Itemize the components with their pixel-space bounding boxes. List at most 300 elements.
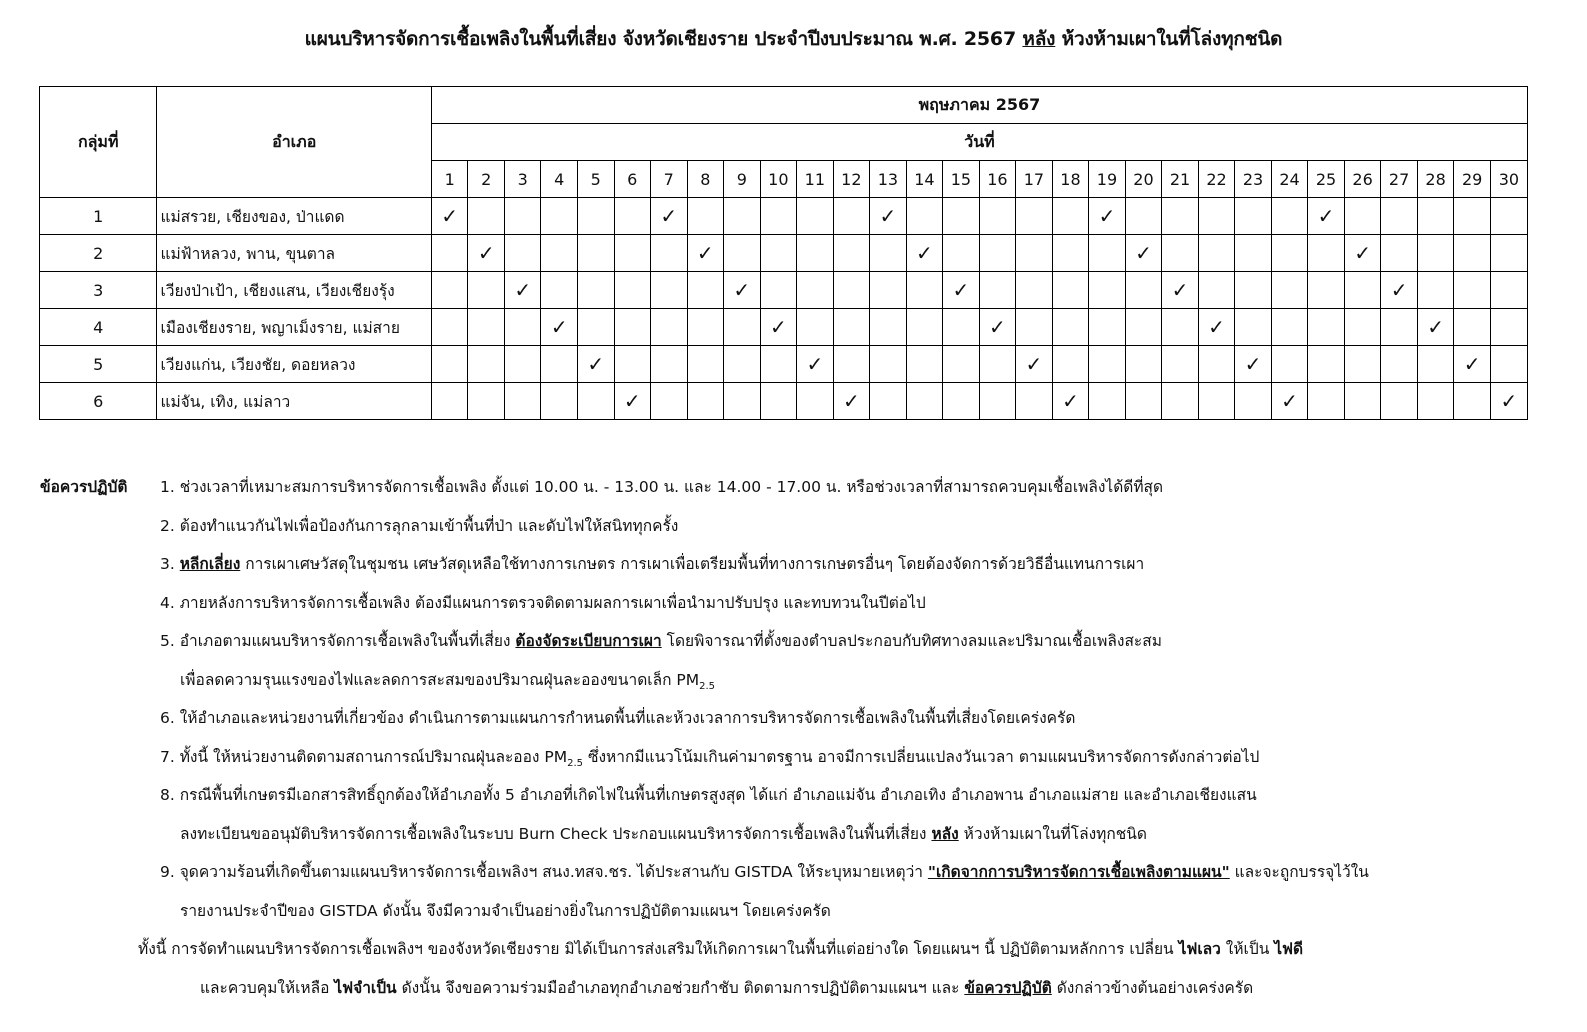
day-cell <box>1381 198 1418 235</box>
day-cell <box>1089 346 1126 383</box>
day-cell <box>1125 309 1162 346</box>
group-number: 2 <box>40 235 157 272</box>
day-cell <box>1016 309 1053 346</box>
day-cell <box>1490 346 1527 383</box>
day-cell <box>1381 235 1418 272</box>
day-cell <box>1235 383 1272 420</box>
day-cell <box>1454 383 1491 420</box>
day-cell <box>1125 272 1162 309</box>
day-cell <box>979 383 1016 420</box>
day-cell <box>797 383 834 420</box>
day-cell <box>1344 198 1381 235</box>
day-cell <box>431 309 468 346</box>
day-cell <box>504 309 541 346</box>
day-cell <box>577 198 614 235</box>
day-number-cell: 20 <box>1125 161 1162 198</box>
note-3-text <box>160 545 1144 584</box>
pm-subscript-7: 2.5 <box>567 757 584 769</box>
group-header: กลุ่มที่ <box>40 87 157 198</box>
check-mark-icon: ✓ <box>550 314 568 339</box>
day-cell <box>1089 272 1126 309</box>
day-cell <box>1308 309 1345 346</box>
check-mark-icon: ✓ <box>477 240 495 265</box>
note-4-text: 4. ภายหลังการบริหารจัดการเชื้อเพลิง ต้องมีแผนการตรวจติดตามผลการเผาเพื่อนำมาปรับปรุง และทบทวนในปีต่อไป <box>160 593 926 612</box>
day-cell <box>1162 235 1199 272</box>
day-number-cell: 11 <box>797 161 834 198</box>
check-mark-icon: ✓ <box>1390 277 1408 302</box>
note-1-text: 1. ช่วงเวลาที่เหมาะสมการบริหารจัดการเชื้อเพลิง ตั้งแต่ 10.00 น. - 13.00 น. และ 14.00 - 17.00 น. หรือช่วงเวลาที่สามารถควบคุมเชื้อเพลิงได้ดีที่สุด <box>160 478 1164 496</box>
note-9-rest: และจะถูกบรรจุไว้ใน <box>1229 863 1369 881</box>
day-cell <box>797 309 834 346</box>
day-number-cell: 23 <box>1235 161 1272 198</box>
day-cell <box>1417 309 1454 346</box>
day-cell <box>1308 272 1345 309</box>
notes-label: ข้อควรปฏิบัติ <box>40 478 128 496</box>
title-text: แผนบริหารจัดการเชื้อเพลิงในพื้นที่เสี่ยง จังหวัดเชียงราย ประจำปีงบประมาณ พ.ศ. 2567 <box>304 28 1023 50</box>
note-8-emphasis: หลัง <box>931 824 959 843</box>
note-7-rest: ซึ่งหากมีแนวโน้มเกินค่ามาตรฐาน อาจมีการเปลี่ยนแปลงวันเวลา ตามแผนบริหารจัดการดังกล่าวต่อไป <box>583 747 1260 766</box>
day-cell <box>1381 383 1418 420</box>
day-cell <box>468 198 505 235</box>
day-cell <box>906 346 943 383</box>
day-cell <box>1125 198 1162 235</box>
day-cell <box>1052 346 1089 383</box>
check-mark-icon: ✓ <box>1098 203 1116 228</box>
day-cell <box>1381 272 1418 309</box>
day-cell <box>906 272 943 309</box>
note-8-cont-text <box>180 815 1147 854</box>
note-9-continued <box>40 892 1570 931</box>
day-cell <box>1271 198 1308 235</box>
day-cell <box>943 235 980 272</box>
day-cell <box>870 272 907 309</box>
day-cell <box>651 383 688 420</box>
closing-2-start: และควบคุมให้เหลือ <box>200 978 335 997</box>
day-number-cell: 5 <box>577 161 614 198</box>
note-5-cont: เพื่อลดความรุนแรงของไฟและลดการสะสมของปริมาณฝุ่นละอองขนาดเล็ก PM <box>180 670 700 689</box>
district-names: เวียงแก่น, เวียงชัย, ดอยหลวง <box>157 346 431 383</box>
table-row <box>40 272 1528 309</box>
day-cell <box>797 235 834 272</box>
day-cell <box>1016 198 1053 235</box>
day-cell <box>943 198 980 235</box>
closing-1-mid: ให้เป็น <box>1220 940 1275 958</box>
day-cell <box>906 309 943 346</box>
district-names: แม่ฟ้าหลวง, พาน, ขุนตาล <box>157 235 431 272</box>
day-cell <box>906 198 943 235</box>
closing-guidelines: ข้อควรปฏิบัติ <box>964 978 1052 997</box>
note-9 <box>40 853 1570 892</box>
check-mark-icon: ✓ <box>916 240 933 265</box>
check-mark-icon: ✓ <box>842 388 860 413</box>
day-cell <box>760 346 797 383</box>
day-cell <box>1271 309 1308 346</box>
check-mark-icon: ✓ <box>879 203 897 228</box>
check-mark-icon: ✓ <box>989 314 1006 339</box>
note-6 <box>40 699 1570 738</box>
day-cell <box>1308 198 1345 235</box>
check-mark-icon: ✓ <box>1208 314 1225 339</box>
closing-line-2 <box>200 969 1587 1008</box>
check-mark-icon: ✓ <box>660 203 678 228</box>
day-cell <box>431 383 468 420</box>
pm-subscript: 2.5 <box>699 680 716 692</box>
day-number-cell: 7 <box>651 161 688 198</box>
day-cell <box>614 309 651 346</box>
day-cell <box>687 235 724 272</box>
check-mark-icon: ✓ <box>1427 314 1444 339</box>
day-cell <box>614 383 651 420</box>
day-cell <box>943 309 980 346</box>
day-cell <box>468 272 505 309</box>
day-cell <box>760 309 797 346</box>
closing-good-fire: ไฟดี <box>1274 940 1304 958</box>
day-cell <box>760 235 797 272</box>
day-cell <box>1235 235 1272 272</box>
check-mark-icon: ✓ <box>441 203 459 228</box>
note-9-start: 9. จุดความร้อนที่เกิดขึ้นตามแผนบริหารจัดการเชื้อเพลิงฯ สนง.ทสจ.ชร. ได้ประสานกับ GISTDA ให้ระบุหมายเหตุว่า <box>160 863 928 881</box>
day-cell <box>1052 235 1089 272</box>
day-cell <box>1417 272 1454 309</box>
day-cell <box>577 346 614 383</box>
schedule-body <box>40 198 1528 420</box>
day-cell <box>724 309 761 346</box>
day-cell <box>1417 346 1454 383</box>
day-cell <box>1089 235 1126 272</box>
day-cell <box>651 272 688 309</box>
day-cell <box>943 272 980 309</box>
day-cell <box>833 383 870 420</box>
check-mark-icon: ✓ <box>733 277 751 302</box>
page-title <box>0 24 1587 54</box>
schedule-table <box>39 86 1528 420</box>
day-cell <box>1454 309 1491 346</box>
check-mark-icon: ✓ <box>1025 351 1043 376</box>
district-names: เมืองเชียงราย, พญาเม็งราย, แม่สาย <box>157 309 431 346</box>
table-row <box>40 309 1528 346</box>
day-cell <box>614 346 651 383</box>
note-5 <box>40 622 1570 661</box>
day-cell <box>1016 235 1053 272</box>
day-number-cell: 29 <box>1454 161 1491 198</box>
day-number-cell: 9 <box>724 161 761 198</box>
day-cell <box>687 383 724 420</box>
day-number-cell: 3 <box>504 161 541 198</box>
day-cell <box>541 346 578 383</box>
day-number-cell: 27 <box>1381 161 1418 198</box>
note-5-continued <box>40 661 1570 700</box>
day-cell <box>1016 346 1053 383</box>
day-cell <box>1089 198 1126 235</box>
day-cell <box>1308 383 1345 420</box>
day-number-cell: 24 <box>1271 161 1308 198</box>
note-9-text <box>160 853 1369 892</box>
day-cell <box>833 309 870 346</box>
day-number-cell: 12 <box>833 161 870 198</box>
day-cell <box>833 198 870 235</box>
day-cell <box>870 198 907 235</box>
day-cell <box>906 235 943 272</box>
check-mark-icon: ✓ <box>1500 388 1518 413</box>
day-cell <box>651 198 688 235</box>
day-cell <box>1016 383 1053 420</box>
day-cell <box>760 198 797 235</box>
day-cell <box>1052 198 1089 235</box>
day-cell <box>870 346 907 383</box>
day-cell <box>577 383 614 420</box>
note-9-cont-text: รายงานประจำปีของ GISTDA ดังนั้น จึงมีความจำเป็นอย่างยิ่งในการปฏิบัติตามแผนฯ โดยเคร่งครัด <box>180 901 831 920</box>
day-cell <box>1198 346 1235 383</box>
day-cell <box>687 198 724 235</box>
day-cell <box>1344 309 1381 346</box>
day-cell <box>1089 383 1126 420</box>
day-number-cell: 22 <box>1198 161 1235 198</box>
note-9-emphasis: "เกิดจากการบริหารจัดการเชื้อเพลิงตามแผน" <box>927 863 1230 881</box>
day-number-cell: 6 <box>614 161 651 198</box>
day-cell <box>870 309 907 346</box>
day-cell <box>577 272 614 309</box>
table-row <box>40 198 1528 235</box>
day-cell <box>1052 309 1089 346</box>
day-cell <box>1344 383 1381 420</box>
check-mark-icon: ✓ <box>1317 203 1335 228</box>
note-8-cont-rest: ห้วงห้ามเผาในที่โล่งทุกชนิด <box>958 824 1147 843</box>
check-mark-icon: ✓ <box>1062 388 1079 413</box>
day-number-cell: 19 <box>1089 161 1126 198</box>
day-number-cell: 14 <box>906 161 943 198</box>
day-cell <box>906 383 943 420</box>
check-mark-icon: ✓ <box>623 388 641 413</box>
day-cell <box>979 198 1016 235</box>
check-mark-icon: ✓ <box>806 351 824 376</box>
day-cell <box>651 309 688 346</box>
day-cell <box>943 383 980 420</box>
closing-2-mid: ดังนั้น จึงขอความร่วมมืออำเภอทุกอำเภอช่วยกำชับ ติดตามการปฏิบัติตามแผนฯ และ <box>396 978 965 997</box>
day-cell <box>833 235 870 272</box>
day-cell <box>1490 309 1527 346</box>
check-mark-icon: ✓ <box>1171 277 1189 302</box>
district-names: เวียงป่าเป้า, เชียงแสน, เวียงเชียงรุ้ง <box>157 272 431 309</box>
day-cell <box>724 235 761 272</box>
closing-bad-fire: ไฟเลว <box>1178 940 1221 958</box>
day-cell <box>1271 346 1308 383</box>
closing-necessary-fire: ไฟจำเป็น <box>334 978 397 997</box>
day-cell <box>1052 383 1089 420</box>
group-number: 1 <box>40 198 157 235</box>
day-cell <box>1417 235 1454 272</box>
day-number-cell: 26 <box>1344 161 1381 198</box>
note-5-rest: โดยพิจารณาที่ตั้งของตำบลประกอบกับทิศทางลมและปริมาณเชื้อเพลิงสะสม <box>661 632 1162 650</box>
note-5-emphasis: ต้องจัดระเบียบการเผา <box>515 632 662 650</box>
day-cell <box>1125 235 1162 272</box>
day-cell <box>1162 309 1199 346</box>
day-cell <box>1162 272 1199 309</box>
day-number-cell: 25 <box>1308 161 1345 198</box>
day-cell <box>1162 346 1199 383</box>
day-number-cell: 17 <box>1016 161 1053 198</box>
closing-2-end: ดังกล่าวข้างต้นอย่างเคร่งครัด <box>1051 978 1254 997</box>
note-8 <box>40 776 1570 815</box>
day-number-cell: 28 <box>1417 161 1454 198</box>
day-cell <box>979 309 1016 346</box>
day-cell <box>1162 198 1199 235</box>
group-number: 4 <box>40 309 157 346</box>
note-4 <box>40 584 1570 623</box>
district-names: แม่จัน, เทิง, แม่ลาว <box>157 383 431 420</box>
day-cell <box>1271 235 1308 272</box>
day-cell <box>1381 346 1418 383</box>
day-cell <box>431 272 468 309</box>
note-8-continued <box>40 815 1570 854</box>
day-cell <box>468 346 505 383</box>
day-cell <box>614 272 651 309</box>
day-cell <box>1125 383 1162 420</box>
day-cell <box>1344 346 1381 383</box>
day-cell <box>504 346 541 383</box>
note-6-text: 6. ให้อำเภอและหน่วยงานที่เกี่ยวข้อง ดำเนินการตามแผนการกำหนดพื้นที่และห้วงเวลาการบริหารจัดการเชื้อเพลิงในพื้นที่เสี่ยงโดยเคร่งครัด <box>160 709 1076 727</box>
day-number-cell: 30 <box>1490 161 1527 198</box>
day-cell <box>1271 272 1308 309</box>
day-cell <box>431 346 468 383</box>
note-3-rest: การเผาเศษวัสดุในชุมชน เศษวัสดุเหลือใช้ทางการเกษตร การเผาเพื่อเตรียมพื้นที่ทางการเกษตรอื่นๆ โดยต้องจัดการด้วยวิธีอื่นแทนการเผา <box>240 555 1145 573</box>
day-cell <box>1490 198 1527 235</box>
day-cell <box>724 383 761 420</box>
note-8-text: 8. กรณีพื้นที่เกษตรมีเอกสารสิทธิ์ถูกต้องให้อำเภอทั้ง 5 อำเภอที่เกิดไฟในพื้นที่เกษตรสูงสุด ได้แก่ อำเภอแม่จัน อำเภอเทิง อำเภอพาน อำเภอแม่สาย และอำเภอเชียงแสน <box>160 786 1257 804</box>
day-cell <box>504 383 541 420</box>
day-cell <box>1454 235 1491 272</box>
day-cell <box>1198 272 1235 309</box>
title-text-end: ห้วงห้ามเผาในที่โล่งทุกชนิด <box>1055 28 1283 50</box>
check-mark-icon: ✓ <box>1281 388 1298 413</box>
day-cell <box>541 198 578 235</box>
day-cell <box>1490 383 1527 420</box>
day-cell <box>504 272 541 309</box>
day-cell <box>431 198 468 235</box>
day-cell <box>1198 198 1235 235</box>
day-cell <box>1344 235 1381 272</box>
day-cell <box>468 309 505 346</box>
notes-section <box>40 468 1570 1007</box>
note-2 <box>40 507 1570 546</box>
day-cell <box>1381 309 1418 346</box>
day-number-cell: 18 <box>1052 161 1089 198</box>
day-cell <box>1490 272 1527 309</box>
day-cell <box>833 346 870 383</box>
day-cell <box>870 235 907 272</box>
day-cell <box>1089 309 1126 346</box>
day-cell <box>1417 383 1454 420</box>
day-cell <box>687 309 724 346</box>
check-mark-icon: ✓ <box>514 277 532 302</box>
day-cell <box>1235 309 1272 346</box>
day-number-cell: 16 <box>979 161 1016 198</box>
day-cell <box>979 272 1016 309</box>
group-number: 3 <box>40 272 157 309</box>
check-mark-icon: ✓ <box>696 240 714 265</box>
day-cell <box>1235 346 1272 383</box>
day-cell <box>541 309 578 346</box>
note-8-cont-start: ลงทะเบียนขออนุมัติบริหารจัดการเชื้อเพลิงในระบบ Burn Check ประกอบแผนบริหารจัดการเชื้อเพลิงในพื้นที่เสี่ยง <box>180 824 932 843</box>
closing-line-1 <box>138 930 1587 969</box>
check-mark-icon: ✓ <box>1244 351 1262 376</box>
day-cell <box>943 346 980 383</box>
day-cell <box>760 272 797 309</box>
day-cell <box>577 235 614 272</box>
day-cell <box>1454 198 1491 235</box>
check-mark-icon: ✓ <box>952 277 970 302</box>
day-number-cell: 1 <box>431 161 468 198</box>
day-cell <box>760 383 797 420</box>
note-3-emphasis: หลีกเลี่ยง <box>179 555 241 573</box>
day-cell <box>541 235 578 272</box>
day-cell <box>1454 272 1491 309</box>
day-cell <box>724 198 761 235</box>
day-cell <box>1198 235 1235 272</box>
district-names: แม่สรวย, เชียงของ, ป่าแดด <box>157 198 431 235</box>
day-cell <box>614 198 651 235</box>
table-row <box>40 383 1528 420</box>
day-cell <box>577 309 614 346</box>
day-number-cell: 15 <box>943 161 980 198</box>
day-number-cell: 4 <box>541 161 578 198</box>
month-header: พฤษภาคม 2567 <box>431 87 1527 124</box>
day-cell <box>541 383 578 420</box>
check-mark-icon: ✓ <box>1463 351 1481 376</box>
title-emphasis: หลัง <box>1022 28 1056 50</box>
day-cell <box>687 346 724 383</box>
day-header: วันที่ <box>431 124 1527 161</box>
day-cell <box>797 272 834 309</box>
day-cell <box>431 235 468 272</box>
day-cell <box>1235 272 1272 309</box>
day-cell <box>1308 235 1345 272</box>
day-number-cell: 21 <box>1162 161 1199 198</box>
day-number-cell: 2 <box>468 161 505 198</box>
day-cell <box>1417 198 1454 235</box>
day-cell <box>504 235 541 272</box>
group-number: 6 <box>40 383 157 420</box>
day-cell <box>651 346 688 383</box>
day-cell <box>468 235 505 272</box>
day-cell <box>651 235 688 272</box>
day-cell <box>1198 383 1235 420</box>
note-5-text <box>160 622 1162 661</box>
note-3-num: 3. <box>160 555 180 573</box>
day-cell <box>870 383 907 420</box>
day-cell <box>724 346 761 383</box>
day-cell <box>1271 383 1308 420</box>
day-cell <box>1162 383 1199 420</box>
day-cell <box>797 346 834 383</box>
day-cell <box>504 198 541 235</box>
day-cell <box>687 272 724 309</box>
table-row <box>40 235 1528 272</box>
note-3 <box>40 545 1570 584</box>
day-number-cell: 8 <box>687 161 724 198</box>
day-cell <box>1308 346 1345 383</box>
day-cell <box>1016 272 1053 309</box>
check-mark-icon: ✓ <box>769 314 787 339</box>
day-cell <box>1198 309 1235 346</box>
day-cell <box>1235 198 1272 235</box>
check-mark-icon: ✓ <box>587 351 605 376</box>
table-row <box>40 346 1528 383</box>
check-mark-icon: ✓ <box>1135 240 1152 265</box>
day-cell <box>1344 272 1381 309</box>
day-cell <box>468 383 505 420</box>
note-7 <box>40 738 1570 777</box>
day-cell <box>1454 346 1491 383</box>
